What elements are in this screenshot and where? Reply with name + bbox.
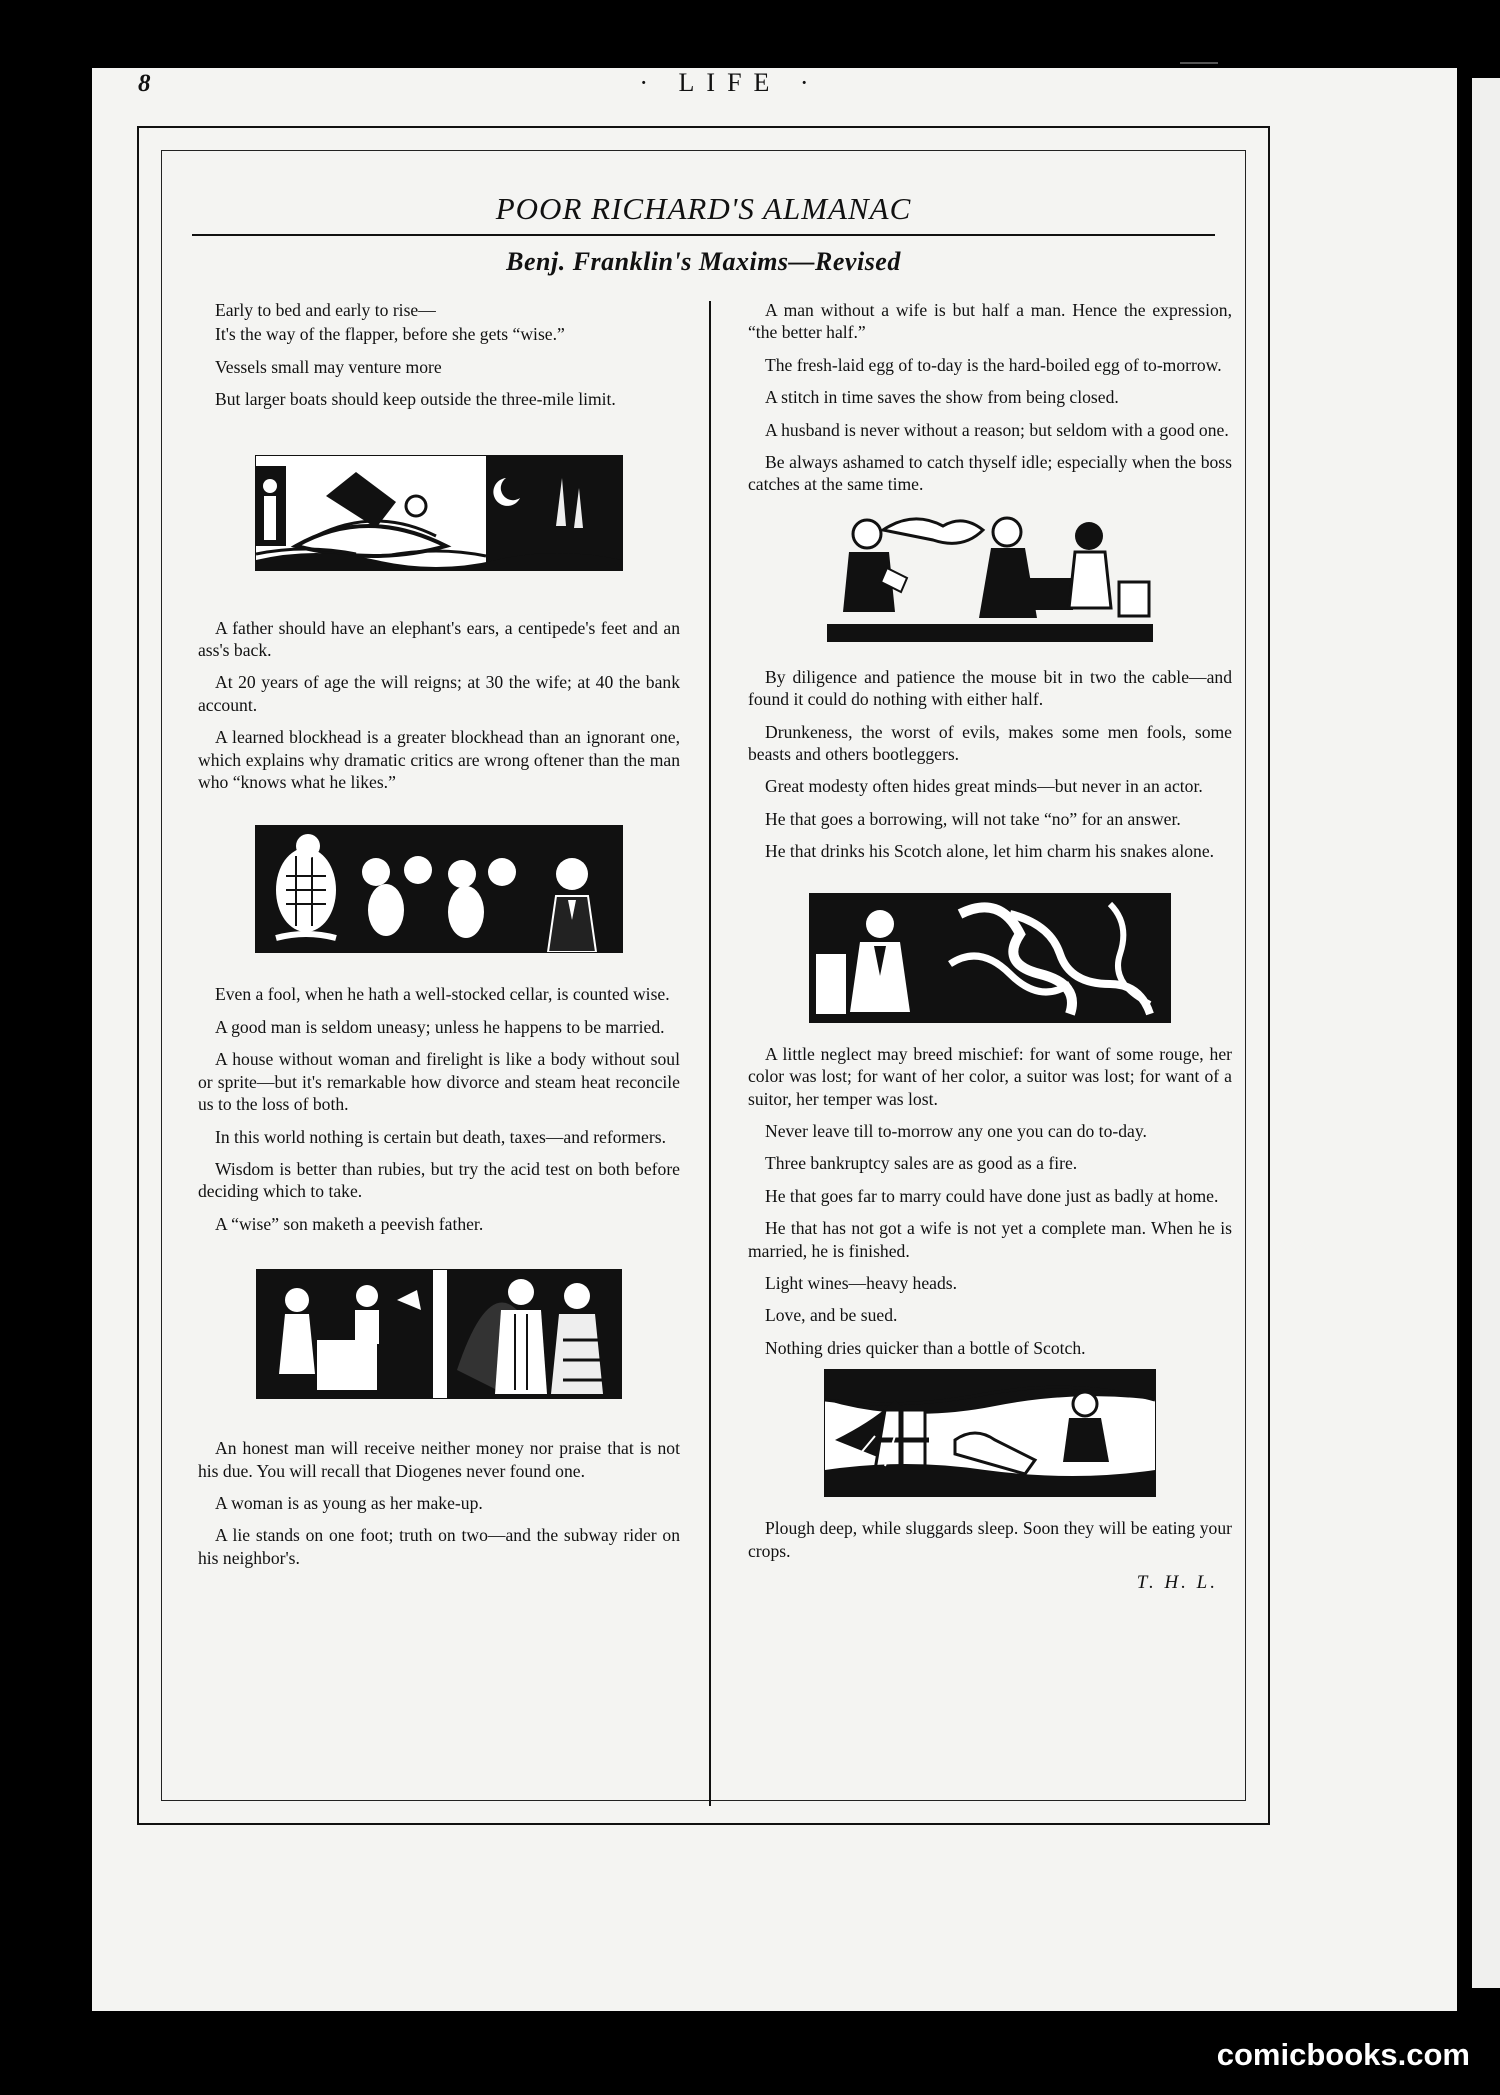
maxim: Love, and be sued.	[765, 1305, 898, 1326]
running-head: · LIFE ·	[639, 68, 821, 97]
maxim: Three bankruptcy sales are as good as a fire.	[765, 1153, 1078, 1174]
maxim: In this world nothing is certain but death, taxes—and reformers.	[215, 1126, 666, 1147]
maxim: A house without woman and firelight is like a body without soul or sprite—but it's remarkable how divorce and steam heat reconcile us to the loss of both.	[198, 1049, 680, 1115]
maxim: A “wise” son maketh a peevish father.	[215, 1213, 484, 1234]
stray-mark	[1180, 62, 1218, 64]
maxim: At 20 years of age the will reigns; at 30 the wife; at 40 the bank account.	[198, 672, 680, 715]
maxim: He that has not got a wife is not yet a complete man. When he is married, he is finished.	[748, 1218, 1232, 1261]
maxim: A husband is never without a reason; but seldom with a good one.	[765, 419, 1229, 440]
maxim: Drunkeness, the worst of evils, makes some men fools, some beasts and others bootleggers.	[748, 721, 1232, 765]
maxim: The fresh-laid egg of to-day is the hard-boiled egg of to-morrow.	[765, 354, 1222, 375]
article-title: POOR RICHARD'S ALMANAC	[495, 191, 912, 226]
right-column	[748, 299, 1232, 1594]
article-frame	[137, 126, 1270, 1825]
left-column	[198, 299, 680, 1579]
watermark: comicbooks.com	[1216, 2037, 1470, 2072]
maxim: A stitch in time saves the show from being closed.	[765, 387, 1119, 408]
maxim: Even a fool, when he hath a well-stocked cellar, is counted wise.	[215, 984, 670, 1005]
maxim: A father should have an elephant's ears, a centipede's feet and an ass's back.	[198, 617, 680, 661]
illustration-plough	[824, 1369, 1156, 1497]
maxim: A lie stands on one foot; truth on two—and the subway rider on his neighbor's.	[198, 1525, 680, 1568]
maxim: Nothing dries quicker than a bottle of Scotch.	[765, 1337, 1086, 1358]
maxim: Never leave till to-morrow any one you can do to-day.	[765, 1120, 1147, 1141]
illustration-party	[255, 825, 623, 953]
maxim: But larger boats should keep outside the three-mile limit.	[215, 389, 616, 410]
maxim: He that goes far to marry could have done just as badly at home.	[765, 1185, 1219, 1206]
maxim: He that drinks his Scotch alone, let him charm his snakes alone.	[765, 841, 1215, 862]
maxim: Plough deep, while sluggards sleep. Soon they will be eating your crops.	[748, 1518, 1232, 1561]
maxim: Be always ashamed to catch thyself idle; especially when the boss catches at the same time.	[748, 452, 1232, 495]
maxim: A man without a wife is but half a man. Hence the expression, “the better half.”	[748, 300, 1232, 343]
maxim: Great modesty often hides great minds—but never in an actor.	[765, 776, 1203, 797]
maxim: Light wines—heavy heads.	[765, 1272, 958, 1293]
column-divider	[709, 301, 711, 1806]
article-subtitle: Benj. Franklin's Maxims—Revised	[506, 247, 901, 276]
illustration-office	[827, 512, 1153, 642]
maxim: Vessels small may venture more	[215, 356, 442, 377]
maxim: It's the way of the flapper, before she gets “wise.”	[215, 324, 565, 345]
maxim: An honest man will receive neither money nor praise that is not his due. You will recall that Diogenes never found one.	[198, 1438, 680, 1481]
illustration-boats	[255, 455, 623, 571]
page-number: 8	[138, 70, 151, 97]
title-rule	[192, 234, 1215, 236]
maxim: A good man is seldom uneasy; unless he happens to be married.	[215, 1016, 665, 1037]
maxim: Early to bed and early to rise—	[215, 300, 436, 320]
facing-page-edge	[1472, 78, 1500, 1988]
illustration-couples	[256, 1269, 622, 1399]
maxim: He that goes a borrowing, will not take “no” for an answer.	[765, 808, 1181, 829]
article-inner-frame	[161, 150, 1246, 1801]
author-initials: T. H. L.	[1136, 1571, 1218, 1593]
illustration-snakes	[809, 893, 1171, 1023]
maxim: By diligence and patience the mouse bit in two the cable—and found it could do nothing with either half.	[748, 666, 1232, 710]
maxim: A learned blockhead is a greater blockhead than an ignorant one, which explains why dramatic critics are wrong oftener than the man who “knows what he likes.”	[198, 727, 680, 793]
maxim: A little neglect may breed mischief: for want of some rouge, her color was lost; for want of her color, a suitor was lost; for want of a suitor, her temper was lost.	[748, 1043, 1232, 1109]
maxim: Wisdom is better than rubies, but try the acid test on both before deciding which to take.	[198, 1158, 680, 1202]
maxim: A woman is as young as her make-up.	[215, 1492, 483, 1513]
